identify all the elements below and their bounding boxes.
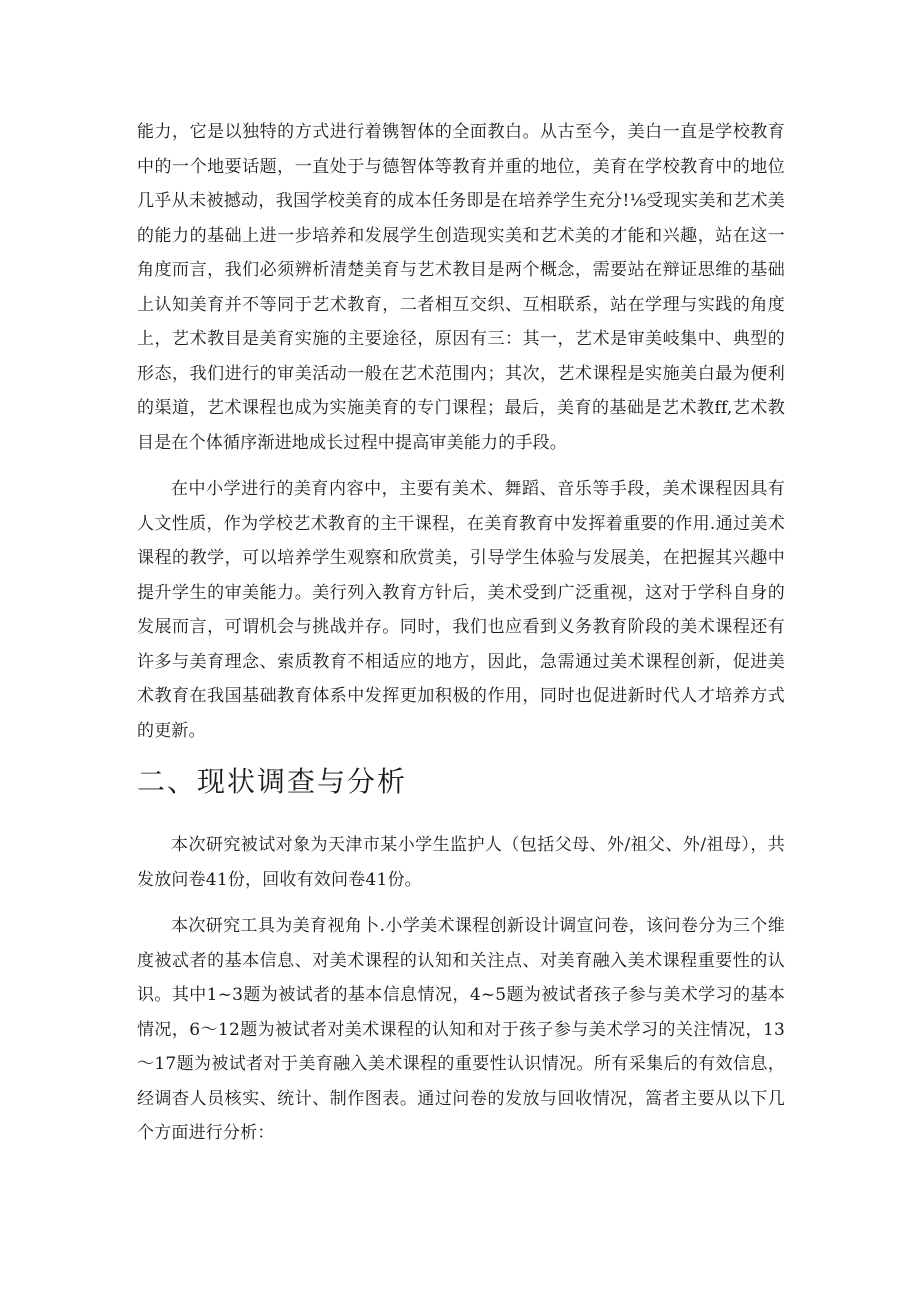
section-heading: 二、现状调查与分析 [137, 765, 408, 798]
paragraph-research-subjects: 本次研究被试对象为天津市某小学生监护人（包括父母、外/祖父、外/祖母），共发放问卷41份，回收有效问卷41份。 [137, 835, 785, 890]
document-page [137, 115, 785, 1151]
paragraph-aesthetic-education-overview: 能力，它是以独特的方式进行着镌智体的全面教白。从古至今，美白一直是学校教育中的一个地要话题，一直处于与德智体等教育并重的地位，美育在学校教育中的地位几乎从未被撼动，我国学校美育的成本任务即是在培养学生充分!⅛受现实美和艺术美的能力的基础上进一步培养和发展学生创造现实美和艺术美的才能和兴趣，站在这一角度而言，我们必须辨析清楚美育与艺术教目是两个概念，需要站在辩证思维的基础上认知美育并不等同于艺术教育，二者相互交织、互相联系，站在学理与实践的角度上，艺术教目是美育实施的主要途径，原因有三：其一，艺术是审美岐集中、典型的形态，我们进行的审美活动一般在艺术范围内；其次，艺术课程是实施美白最为便利的渠道，艺术课程也成为实施美育的专门课程；最后，美育的基础是艺术教ff,艺术教目是在个体循序渐进地成长过程中提高审美能力的手段。 [137, 122, 785, 453]
paragraph-research-tools: 本次研究工具为美育视角卜.小学美术课程创新设计调宣问卷，该问卷分为三个维度被忒者的基本信息、对美术课程的认知和关注点、对美育融入美术课程重要性的认识。其中1~3题为被试者的基本信息情况，4~5题为被试者孩子参与美术学习的基本情况，6～12题为被试者对美术课程的认知和对于孩子参与美术学习的关注情况，13～17题为被试者对于美育融入美术课程的重要性认识情况。所有采集后的有效信息，经调杳人员核实、统计、制作图表。通过问卷的发放与回收情况，篙者主要从以下几个方面进行分析： [137, 916, 785, 1143]
paragraph-art-curriculum-role: 在中小学进行的美育内容中，主要有美术、舞蹈、音乐等手段，美术课程因具有人文性质，作为学校艺术教育的主干课程，在美育教育中发挥着重要的作用.通过美术课程的教学，可以培养学生观察和欣赏美，引导学生体验与发展美，在把握其兴趣中提升学生的审美能力。美行列入教育方针后，美术受到广泛重视，这对于学科自身的发展而言，可谓机会与挑战并存。同时，我们也应看到义务教育阶段的美术课程还有许多与美育理念、索质教育不相适应的地方，因此，急需通过美术课程创新，促进美术教育在我国基础教育体系中发挥更加积极的作用，同时也促进新时代人才培养方式的更新。 [137, 479, 785, 741]
